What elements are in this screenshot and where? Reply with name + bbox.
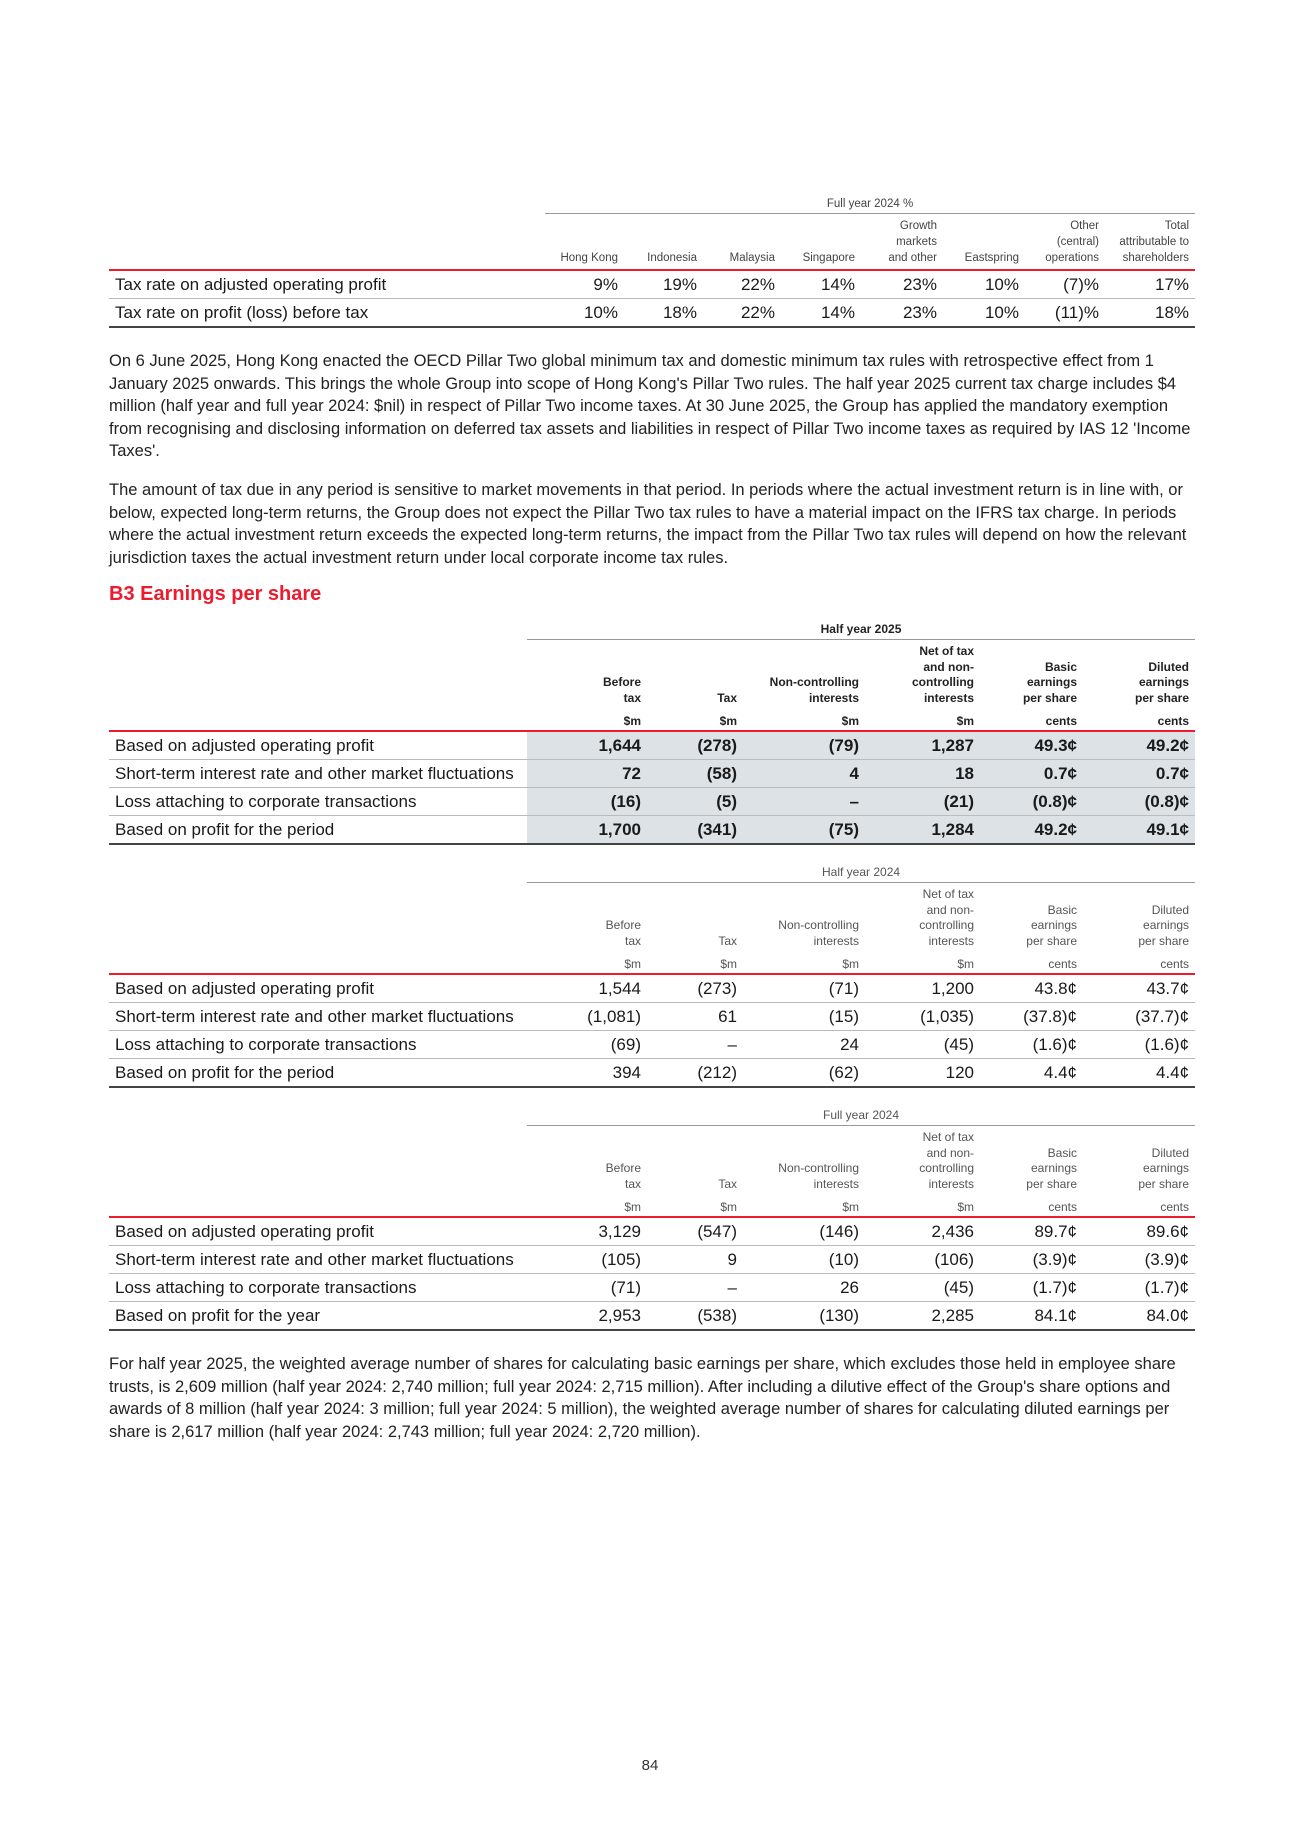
table-row [109,1003,1195,1031]
eps-value-cell: 18 [865,760,980,788]
eps-column-header-line: and non- [926,1145,974,1160]
eps-value-cell: (146) [743,1217,865,1246]
eps-unit-label: cents [1083,1192,1195,1217]
eps-unit-label: $m [865,949,980,974]
eps-unit-label: $m [527,706,647,731]
eps-row-label: Based on profit for the period [109,816,527,845]
table-row [109,1059,1195,1088]
eps-value-cell: (1,081) [527,1003,647,1031]
eps-column-header-line: Tax [718,1176,737,1191]
eps-value-cell: (37.7)¢ [1083,1003,1195,1031]
eps-value-cell: 2,436 [865,1217,980,1246]
eps-column-header-line: Basic [1047,1145,1077,1160]
eps-column-header [1083,883,1195,950]
tax-rate-cell: 17% [1105,270,1195,299]
eps-value-cell: (71) [743,974,865,1003]
eps-column-header-line: Non-controlling [778,918,859,932]
table-row [109,1031,1195,1059]
weighted-shares-paragraph: For half year 2025, the weighted average number of shares for calculating basic earnings per share, which excludes those held in employee share trusts, is 2,609 million (half year 2024: 2,740 million; full year 2024: 2,715 million). After including a dilutive effect of the Group's share options and awards of 8 million (half year 2024: 3 million; full year 2024: 5 million), the weighted average number of shares for calculating diluted earnings per share is 2,617 million (half year 2024: 2,743 million; full year 2024: 2,720 million). [109,1355,1176,1441]
tax-rate-cell: 14% [781,299,861,328]
eps-value-cell: 43.8¢ [980,974,1083,1003]
section-title: B3 Earnings per share [109,583,322,605]
eps-column-header [865,640,980,707]
eps-value-cell: 4.4¢ [1083,1059,1195,1088]
tax-column-header [861,214,943,271]
eps-value-cell: (341) [647,816,743,845]
eps-unit-label: $m [743,706,865,731]
eps-column-header-line: Basic [1044,659,1077,674]
eps-value-cell: 1,700 [527,816,647,845]
eps-column-header-line: per share [1026,1176,1077,1191]
eps-column-header [865,1126,980,1193]
eps-column-header-line: earnings [1143,918,1190,932]
table-row [109,1274,1195,1302]
eps-column-header [1083,640,1195,707]
eps-row-label: Short-term interest rate and other market fluctuations [109,1246,527,1274]
tax-column-header [624,214,703,271]
eps-unit-label: cents [1083,949,1195,974]
tax-rate-cell: 9% [545,270,624,299]
eps-column-header [743,640,865,707]
eps-value-cell: 4.4¢ [980,1059,1083,1088]
eps-value-cell: 4 [743,760,865,788]
eps-value-cell: (0.8)¢ [980,788,1083,816]
eps-column-header-line: per share [1138,933,1190,948]
eps-unit-label: cents [1083,706,1195,731]
eps-value-cell: (106) [865,1246,980,1274]
tax-column-header-line: Singapore [802,252,855,264]
tax-column-header-line: shareholders [1122,252,1190,264]
eps-unit-label: $m [647,1192,743,1217]
table-row [109,760,1195,788]
eps-column-header-line: tax [623,690,641,705]
tax-rate-cell: 10% [943,270,1025,299]
eps-unit-label: cents [980,1192,1083,1217]
eps-value-cell: 89.7¢ [980,1217,1083,1246]
eps-value-cell: 43.7¢ [1083,974,1195,1003]
eps-value-cell: 1,644 [527,731,647,760]
eps-column-header-line: Diluted [1151,1145,1190,1160]
eps-value-cell: (37.8)¢ [980,1003,1083,1031]
tax-rate-cell: 18% [1105,299,1195,328]
tax-rate-cell: (7)% [1025,270,1105,299]
eps-value-cell: (75) [743,816,865,845]
eps-column-header-line: Before [602,675,641,689]
tax-column-header-line: (central) [1056,236,1099,248]
tax-column-header-line: attributable to [1119,236,1190,248]
eps-column-header-line: controlling [919,1161,974,1175]
tax-rate-table [109,195,1195,328]
tax-rate-cell: 22% [703,299,781,328]
eps-row-label: Based on profit for the year [109,1302,527,1331]
eps-value-cell: (15) [743,1003,865,1031]
eps-value-cell: 72 [527,760,647,788]
eps-value-cell: 26 [743,1274,865,1302]
tax-column-header-line: Malaysia [729,252,775,264]
eps-column-header-line: Tax [718,933,737,948]
tax-rate-cell: 23% [861,299,943,328]
eps-column-header-line: Before [605,918,641,932]
eps-value-cell: (16) [527,788,647,816]
eps-column-header-line: earnings [1030,918,1077,932]
eps-value-cell: (62) [743,1059,865,1088]
eps-column-header-line: interests [928,933,974,948]
eps-value-cell: 0.7¢ [980,760,1083,788]
eps-row-label: Loss attaching to corporate transactions [109,788,527,816]
eps-value-cell: 3,129 [527,1217,647,1246]
eps-value-cell: 120 [865,1059,980,1088]
eps-column-header [743,1126,865,1193]
eps-value-cell: (71) [527,1274,647,1302]
eps-value-cell: (1,035) [865,1003,980,1031]
eps-value-cell: (1.7)¢ [1083,1274,1195,1302]
pillar-two-paragraph: On 6 June 2025, Hong Kong enacted the OECD Pillar Two global minimum tax and domestic minimum tax rules with retrospective effect from 1 January 2025 onwards. This brings the whole Group into scope of Hong Kong's Pillar Two rules. The half year 2025 current tax charge includes $4 million (half year and full year 2024: $nil) in respect of Pillar Two income taxes. At 30 June 2025, the Group has applied the mandatory exemption from recognising and disclosing information on deferred tax assets and liabilities in respect of Pillar Two income taxes as required by IAS 12 'Income Taxes'. [109,352,1191,460]
eps-value-cell: 89.6¢ [1083,1217,1195,1246]
tax-column-header-line: Indonesia [647,252,697,264]
eps-column-header-line: Before [605,1161,641,1175]
tax-sensitivity-paragraph: The amount of tax due in any period is sensitive to market movements in that period. In periods where the actual investment return is in line with, or below, expected long-term returns, the Group does not expect the Pillar Two tax rules to have a material impact on the IFRS tax charge. In periods where the actual investment return exceeds the expected long-term returns, the impact from the Pillar Two tax rules will depend on how the relevant jurisdiction taxes the actual investment return under local corporate income tax rules. [109,481,1187,567]
eps-row-label: Loss attaching to corporate transactions [109,1274,527,1302]
eps-unit-label: $m [527,949,647,974]
eps-period-header: Half year 2024 [527,862,1195,883]
eps-column-header [865,883,980,950]
eps-value-cell: (130) [743,1302,865,1331]
eps-row-label: Based on adjusted operating profit [109,974,527,1003]
eps-column-header-line: Tax [717,690,737,705]
eps-column-header-line: Non-controlling [778,1161,859,1175]
eps-unit-label: $m [647,949,743,974]
table-row [109,788,1195,816]
eps-column-header-line: and non- [923,659,974,674]
eps-column-header-line: interests [923,690,974,705]
eps-value-cell: 1,287 [865,731,980,760]
eps-row-label: Short-term interest rate and other market fluctuations [109,760,527,788]
eps-row-label: Based on adjusted operating profit [109,1217,527,1246]
table-row [109,1302,1195,1331]
eps-row-label: Based on adjusted operating profit [109,731,527,760]
eps-value-cell: 1,200 [865,974,980,1003]
eps-column-header-line: tax [624,933,641,948]
eps-value-cell: – [743,788,865,816]
table-row [109,1217,1195,1246]
eps-value-cell: (1.6)¢ [1083,1031,1195,1059]
eps-unit-label: $m [647,706,743,731]
eps-value-cell: (3.9)¢ [980,1246,1083,1274]
eps-column-header-line: Net of tax [922,887,974,901]
eps-table-full-year-2024 [109,1105,1195,1331]
eps-column-header-line: earnings [1026,675,1077,689]
eps-period-header: Full year 2024 [527,1105,1195,1126]
eps-row-label: Loss attaching to corporate transactions [109,1031,527,1059]
eps-column-header-line: Diluted [1151,902,1190,917]
eps-column-header-line: interests [808,690,859,705]
eps-column-header [980,883,1083,950]
eps-value-cell: (79) [743,731,865,760]
eps-table-half-year-2025 [109,619,1195,845]
eps-column-header [527,640,647,707]
eps-column-header [527,883,647,950]
tax-rate-cell: 23% [861,270,943,299]
tax-row-label: Tax rate on profit (loss) before tax [109,299,545,328]
eps-value-cell: (45) [865,1031,980,1059]
eps-column-header-line: controlling [919,918,974,932]
eps-column-header [743,883,865,950]
tax-row-label: Tax rate on adjusted operating profit [109,270,545,299]
tax-column-header-line: and other [888,252,937,264]
eps-column-header-line: and non- [926,902,974,917]
eps-value-cell: (10) [743,1246,865,1274]
tax-column-header [703,214,781,271]
eps-column-header-line: interests [813,933,859,948]
eps-column-header-line: earnings [1142,1161,1190,1175]
tax-column-header [781,214,861,271]
eps-unit-label: $m [743,1192,865,1217]
eps-column-header-line: Diluted [1148,659,1190,674]
eps-column-header-line: earnings [1139,675,1190,689]
eps-column-header-line: tax [624,1176,641,1191]
eps-value-cell: 2,285 [865,1302,980,1331]
eps-row-label: Based on profit for the period [109,1059,527,1088]
eps-value-cell: (547) [647,1217,743,1246]
eps-unit-label: cents [980,706,1083,731]
tax-rate-cell: 18% [624,299,703,328]
table-row [109,731,1195,760]
eps-value-cell: (1.7)¢ [980,1274,1083,1302]
eps-column-header [980,640,1083,707]
eps-value-cell: (21) [865,788,980,816]
tax-rate-cell: 10% [943,299,1025,328]
table-row [109,1246,1195,1274]
eps-value-cell: 24 [743,1031,865,1059]
eps-value-cell: (5) [647,788,743,816]
eps-period-header: Half year 2025 [527,619,1195,640]
tax-rate-cell: 19% [624,270,703,299]
tax-column-header-line: Eastspring [964,252,1019,264]
eps-column-header [647,883,743,950]
eps-value-cell: (538) [647,1302,743,1331]
tax-column-header-line: markets [896,236,937,248]
tax-column-header-line: Growth [899,220,937,232]
eps-unit-label: $m [527,1192,647,1217]
eps-value-cell: (273) [647,974,743,1003]
eps-row-label: Short-term interest rate and other market fluctuations [109,1003,527,1031]
eps-column-header-line: Non-controlling [769,675,859,689]
eps-column-header-line: per share [1138,1176,1190,1191]
eps-value-cell: – [647,1031,743,1059]
eps-column-header-line: interests [813,1176,859,1191]
eps-value-cell: 49.3¢ [980,731,1083,760]
tax-rate-cell: 22% [703,270,781,299]
eps-column-header-line: earnings [1030,1161,1077,1175]
tax-column-header-line: Total [1164,220,1190,232]
eps-value-cell: – [647,1274,743,1302]
tax-rate-cell: 14% [781,270,861,299]
eps-value-cell: (1.6)¢ [980,1031,1083,1059]
eps-value-cell: 84.1¢ [980,1302,1083,1331]
eps-value-cell: (3.9)¢ [1083,1246,1195,1274]
eps-column-header-line: per share [1026,933,1077,948]
eps-value-cell: 49.1¢ [1083,816,1195,845]
eps-unit-label: cents [980,949,1083,974]
eps-column-header [1083,1126,1195,1193]
eps-column-header-line: controlling [912,675,974,689]
eps-value-cell: 61 [647,1003,743,1031]
eps-value-cell: 1,544 [527,974,647,1003]
eps-column-header-line: Net of tax [919,644,974,658]
eps-unit-label: $m [865,1192,980,1217]
tax-column-header-line: Other [1070,220,1099,232]
eps-column-header-line: interests [928,1176,974,1191]
page-number: 84 [641,1757,659,1774]
tax-column-header [1105,214,1195,271]
eps-column-header [647,640,743,707]
eps-value-cell: 9 [647,1246,743,1274]
eps-value-cell: (278) [647,731,743,760]
eps-unit-label: $m [743,949,865,974]
eps-value-cell: 49.2¢ [980,816,1083,845]
eps-column-header [647,1126,743,1193]
eps-value-cell: (0.8)¢ [1083,788,1195,816]
eps-value-cell: 1,284 [865,816,980,845]
eps-column-header-line: Basic [1047,902,1077,917]
tax-rate-cell: (11)% [1025,299,1105,328]
tax-column-header-line: operations [1045,252,1099,264]
eps-column-header-line: per share [1134,690,1190,705]
eps-column-header [980,1126,1083,1193]
eps-value-cell: (212) [647,1059,743,1088]
eps-value-cell: (69) [527,1031,647,1059]
table-row [109,974,1195,1003]
eps-value-cell: 49.2¢ [1083,731,1195,760]
eps-value-cell: (105) [527,1246,647,1274]
eps-table-half-year-2024 [109,862,1195,1088]
eps-column-header-line: per share [1022,690,1077,705]
eps-value-cell: 394 [527,1059,647,1088]
table-row [109,816,1195,845]
tax-column-header [943,214,1025,271]
eps-unit-label: $m [865,706,980,731]
eps-value-cell: (58) [647,760,743,788]
eps-value-cell: (45) [865,1274,980,1302]
tax-column-header [1025,214,1105,271]
tax-rate-cell: 10% [545,299,624,328]
eps-value-cell: 84.0¢ [1083,1302,1195,1331]
eps-column-header [527,1126,647,1193]
tax-column-header-line: Hong Kong [560,252,618,264]
tax-column-header [545,214,624,271]
eps-value-cell: 0.7¢ [1083,760,1195,788]
eps-column-header-line: Net of tax [922,1130,974,1144]
tax-table-group-header: Full year 2024 % [545,195,1195,214]
eps-value-cell: 2,953 [527,1302,647,1331]
